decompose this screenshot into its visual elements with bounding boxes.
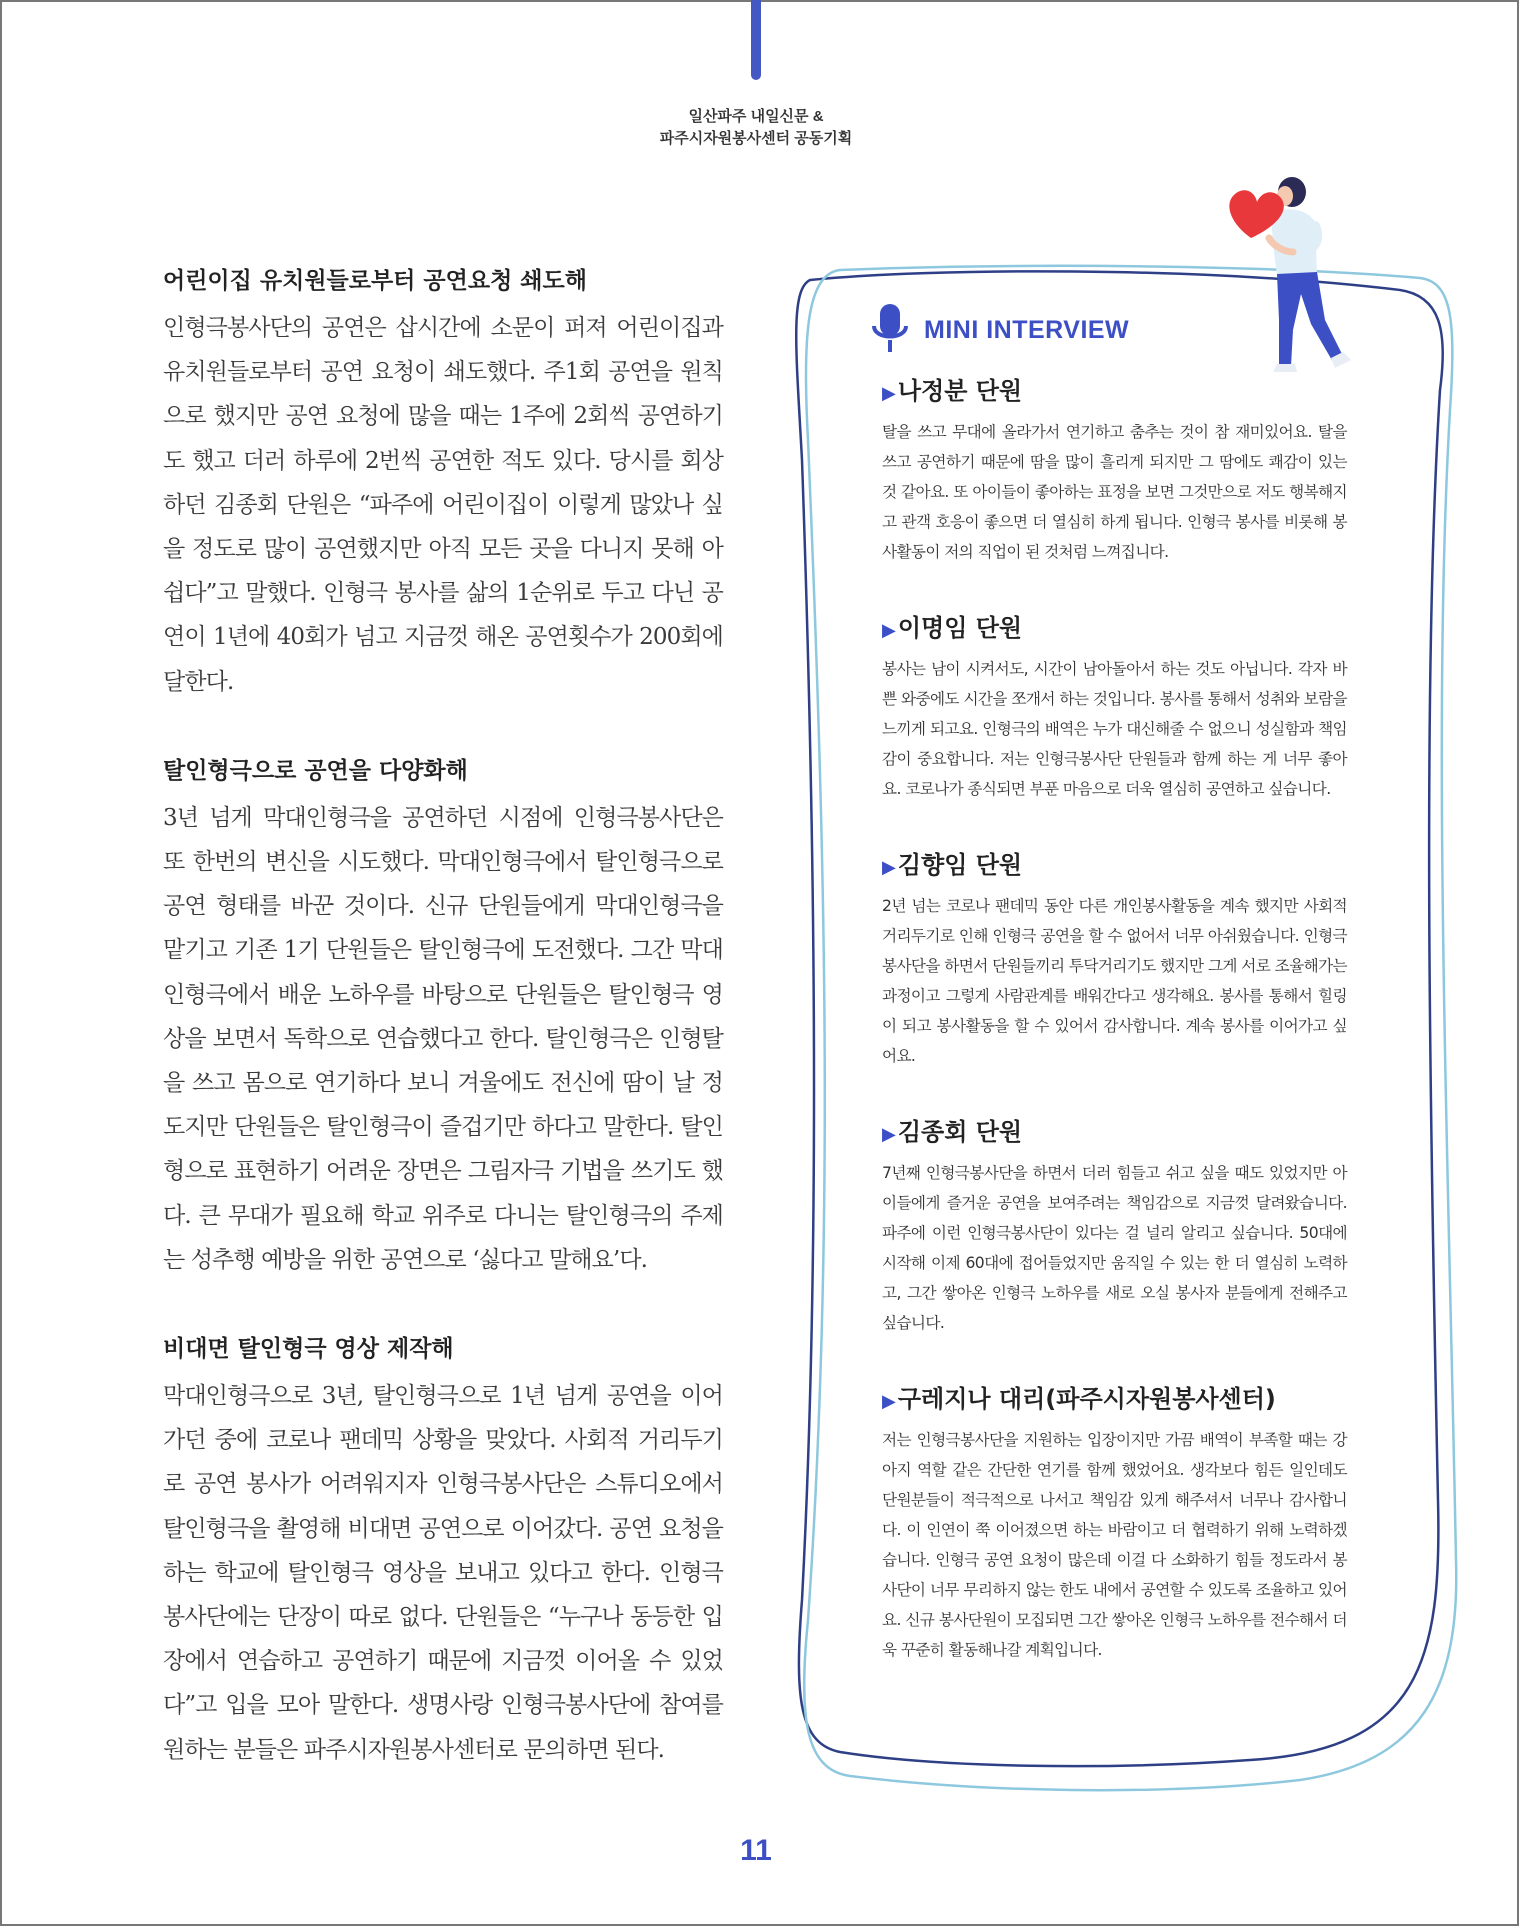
triangle-marker-icon: ▶ — [882, 620, 896, 641]
interview-text: 저는 인형극봉사단을 지원하는 입장이지만 가끔 배역이 부족할 때는 강아지 역할 같은 간단한 연기를 함께 했었어요. 생각보다 힘든 일인데도 단원분들이 적극적으로 나서고 책임감 있게 해주셔서 너무나 감사합니다. 이 인연이 쭉 이어졌으면 하는 바람이고 더 협력하기 위해 노력하겠습니다. 인형극 공연 요청이 많은데 이걸 다 소화하기 힘들 정도라서 봉사단이 너무 무리하지 않는 한도 내에서 공연할 수 있도록 조율하고 있어요. 신규 봉사단원이 모집되면 그간 쌓아온 인형극 노하우를 전수해서 더욱 꾸준히 활동해나갈 계획입니다. — [882, 1431, 1347, 1659]
interview-item — [882, 1115, 1347, 1338]
interview-list — [882, 374, 1347, 1709]
article-section — [163, 1330, 723, 1772]
top-accent-bar — [751, 0, 761, 80]
header-line-2: 파주시자원봉사센터 공동기획 — [659, 130, 853, 147]
article-section — [163, 262, 723, 704]
article-column — [163, 262, 723, 1820]
interviewee-name: 나정분 단원 — [897, 377, 1023, 405]
interview-item — [882, 374, 1347, 567]
interviewee-name: 김향임 단원 — [897, 851, 1023, 879]
triangle-marker-icon: ▶ — [882, 1391, 896, 1412]
section-body: 3년 넘게 막대인형극을 공연하던 시점에 인형극봉사단은 또 한번의 변신을 시도했다. 막대인형극에서 탈인형극으로 공연 형태를 바꾼 것이다. 신규 단원들에게 막대인형극을 맡기고 기존 1기 단원들은 탈인형극에 도전했다. 그간 막대인형극에서 배운 노하우를 바탕으로 단원들은 탈인형극 영상을 보면서 독학으로 연습했다고 한다. 탈인형극은 인형탈을 쓰고 몸으로 연기하다 보니 겨울에도 전신에 땀이 날 정도지만 단원들은 탈인형극이 즐겁기만 하다고 말한다. 탈인형으로 표현하기 어려운 장면은 그림자극 기법을 쓰기도 했다. 큰 무대가 필요해 학교 위주로 다니는 탈인형극의 주제는 성추행 예방을 위한 공연으로 ‘싫다고 말해요’다. — [163, 804, 723, 1273]
triangle-marker-icon: ▶ — [882, 1124, 896, 1145]
interviewee-heading — [882, 1115, 1347, 1152]
interview-text: 2년 넘는 코로나 팬데믹 동안 다른 개인봉사활동을 계속 했지만 사회적 거리두기로 인해 인형극 공연을 할 수 없어서 너무 아쉬웠습니다. 인형극봉사단을 하면서 단원들끼리 투닥거리기도 했지만 그게 서로 조율해가는 과정이고 그렇게 사람관계를 배워간다고 생각해요. 봉사를 통해서 힐링이 되고 봉사활동을 할 수 있어서 감사합니다. 계속 봉사를 이어가고 싶어요. — [882, 897, 1347, 1065]
mini-interview-header — [870, 300, 1129, 360]
interview-item — [882, 611, 1347, 804]
interviewee-heading — [882, 1382, 1347, 1419]
interviewee-heading — [882, 848, 1347, 885]
interviewee-name: 이명임 단원 — [897, 614, 1023, 642]
woman-holding-heart-illustration — [1225, 170, 1355, 380]
page-number: 11 — [740, 1834, 772, 1867]
interview-item — [882, 1382, 1347, 1665]
microphone-icon — [870, 302, 910, 358]
interview-item — [882, 848, 1347, 1071]
triangle-marker-icon: ▶ — [882, 857, 896, 878]
mini-interview-title: MINI INTERVIEW — [924, 315, 1130, 344]
interviewee-heading — [882, 374, 1347, 411]
interviewee-name: 구레지나 대리(파주시자원봉사센터) — [897, 1385, 1276, 1413]
section-heading: 탈인형극으로 공연을 다양화해 — [163, 757, 468, 784]
pants — [1277, 272, 1343, 366]
shoe — [1273, 364, 1297, 372]
publication-header — [500, 106, 1012, 150]
section-heading: 어린이집 유치원들로부터 공연요청 쇄도해 — [163, 268, 587, 294]
header-line-1: 일산파주 내일신문 & — [688, 108, 824, 125]
section-body: 막대인형극으로 3년, 탈인형극으로 1년 넘게 공연을 이어가던 중에 코로나 팬데믹 상황을 맞았다. 사회적 거리두기로 공연 봉사가 어려워지자 인형극봉사단은 스튜디오에서 탈인형극을 촬영해 비대면 공연으로 이어갔다. 공연 요청을 하는 학교에 탈인형극 영상을 보내고 있다고 한다. 인형극봉사단에는 단장이 따로 없다. 단원들은 “누구나 동등한 입장에서 연습하고 공연하기 때문에 지금껏 이어올 수 있었다”고 입을 모아 말한다. 생명사랑 인형극봉사단에 참여를 원하는 분들은 파주시자원봉사센터로 문의하면 된다. — [163, 1383, 723, 1763]
interview-text: 봉사는 남이 시켜서도, 시간이 남아돌아서 하는 것도 아닙니다. 각자 바쁜 와중에도 시간을 쪼개서 하는 것입니다. 봉사를 통해서 성취와 보람을 느끼게 되고요. 인형극의 배역은 누가 대신해줄 수 없으니 성실함과 책임감이 중요합니다. 저는 인형극봉사단 단원들과 함께 하는 게 너무 좋아요. 코로나가 종식되면 부푼 마음으로 더욱 열심히 공연하고 싶습니다. — [882, 660, 1347, 798]
interviewee-name: 김종회 단원 — [897, 1118, 1023, 1146]
article-section — [163, 752, 723, 1282]
interview-text: 탈을 쓰고 무대에 올라가서 연기하고 춤추는 것이 참 재미있어요. 탈을 쓰고 공연하기 때문에 땀을 많이 흘리게 되지만 그 땀에도 쾌감이 있는 것 같아요. 또 아이들이 좋아하는 표정을 보면 그것만으로 저도 행복해지고 관객 호응이 좋으면 더 열심히 하게 됩니다. 인형극 봉사를 비롯해 봉사활동이 저의 직업이 된 것처럼 느껴집니다. — [882, 423, 1347, 561]
interview-text: 7년째 인형극봉사단을 하면서 더러 힘들고 쉬고 싶을 때도 있었지만 아이들에게 즐거운 공연을 보여주려는 책임감으로 지금껏 달려왔습니다. 파주에 이런 인형극봉사단이 있다는 걸 널리 알리고 싶습니다. 50대에 시작해 이제 60대에 접어들었지만 움직일 수 있는 한 더 열심히 노력하고, 그간 쌓아온 인형극 노하우를 새로 오실 봉사자 분들에게 전해주고 싶습니다. — [882, 1164, 1347, 1332]
interviewee-heading — [882, 611, 1347, 648]
section-heading: 비대면 탈인형극 영상 제작해 — [163, 1336, 454, 1363]
triangle-marker-icon: ▶ — [882, 383, 896, 404]
section-body: 인형극봉사단의 공연은 삽시간에 소문이 퍼져 어린이집과 유치원들로부터 공연 요청이 쇄도했다. 주1회 공연을 원칙으로 했지만 공연 요청에 많을 때는 1주에 2회씩 공연하기도 했고 더러 하루에 2번씩 공연한 적도 있다. 당시를 회상하던 김종회 단원은 “파주에 어린이집이 이렇게 많았나 싶을 정도로 많이 공연했지만 아직 모든 곳을 다니지 못해 아쉽다”고 말했다. 인형극 봉사를 삶의 1순위로 두고 다닌 공연이 1년에 40회가 넘고 지금껏 해온 공연횟수가 200회에 달한다. — [163, 315, 723, 695]
